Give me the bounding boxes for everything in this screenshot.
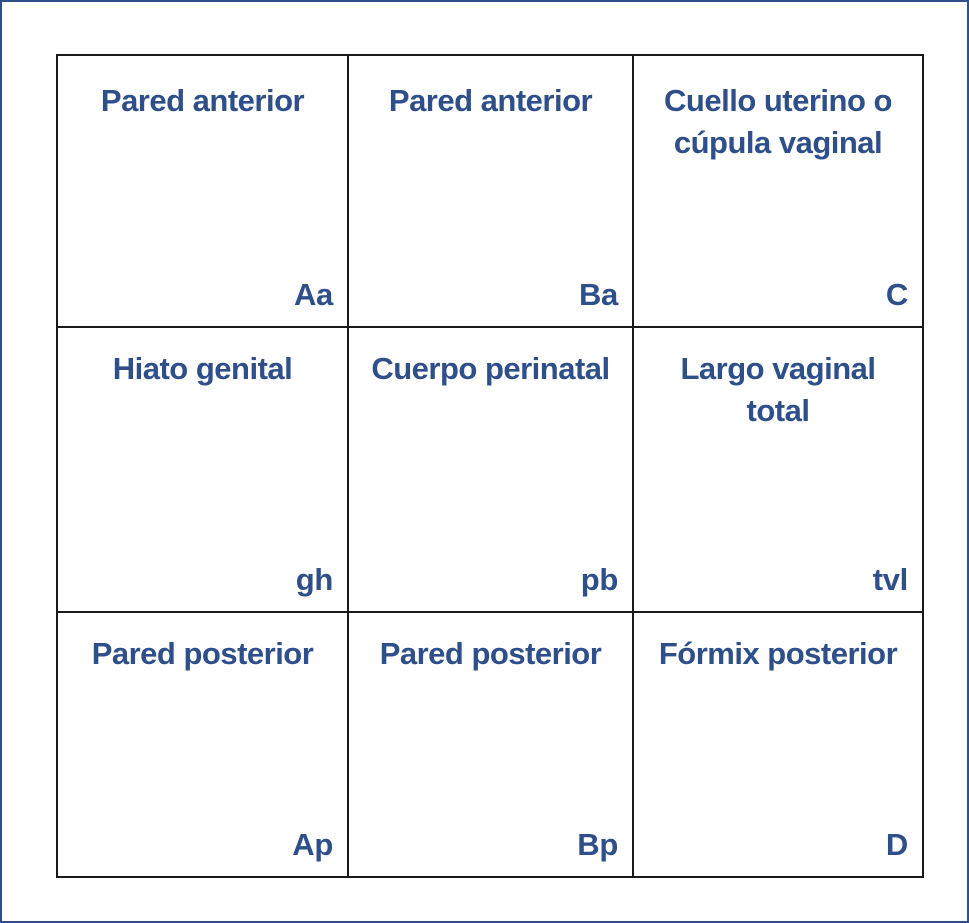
cell-label: Cuello uterino o cúpula vaginal [664, 83, 892, 160]
cell-label: Cuerpo perinatal [371, 351, 610, 386]
cell-label: Pared anterior [100, 83, 305, 118]
grid-cell-aa [58, 56, 349, 328]
cell-label: Hiato genital [112, 351, 293, 386]
measurement-grid [56, 54, 924, 878]
cell-code: D [885, 827, 908, 862]
cell-label: Fórmix posterior [658, 636, 898, 671]
cell-label: Pared posterior [379, 636, 602, 671]
grid-cell-c [634, 56, 922, 328]
cell-label: Largo vaginal total [680, 351, 876, 428]
grid-cell-ap [58, 613, 349, 876]
cell-code: Bp [577, 827, 618, 862]
grid-cell-ba [349, 56, 634, 328]
cell-label: Pared anterior [388, 83, 593, 118]
cell-label: Pared posterior [91, 636, 314, 671]
cell-code: Ba [578, 277, 618, 312]
cell-code: gh [295, 562, 333, 597]
grid-cell-d [634, 613, 922, 876]
cell-code: Aa [293, 277, 333, 312]
cell-code: Ap [292, 827, 333, 862]
grid-cell-gh [58, 328, 349, 613]
cell-code: tvl [872, 562, 908, 597]
cell-code: C [885, 277, 908, 312]
grid-cell-pb [349, 328, 634, 613]
grid-cell-tvl [634, 328, 922, 613]
grid-cell-bp [349, 613, 634, 876]
cell-code: pb [580, 562, 618, 597]
